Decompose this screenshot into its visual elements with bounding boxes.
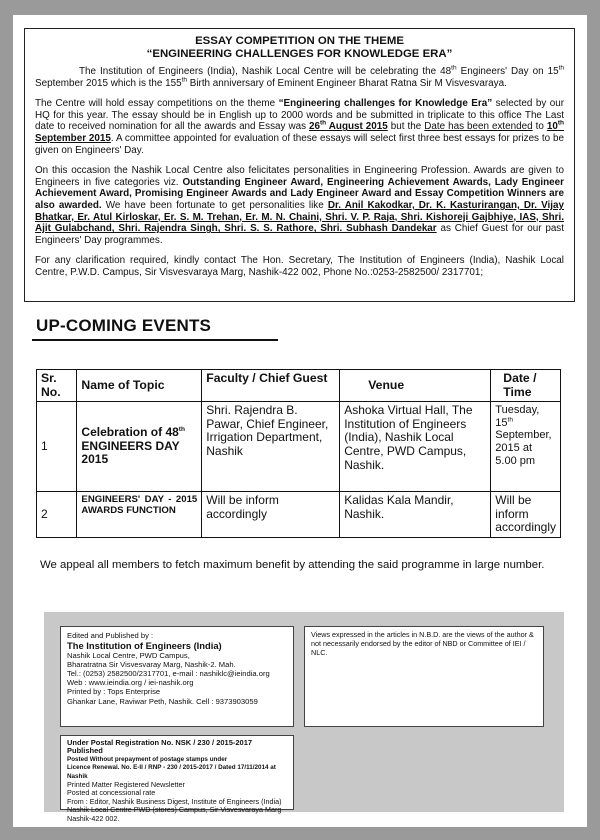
- row-sr: 1: [37, 402, 77, 492]
- printed-matter: Printed Matter Registered Newsletter: [67, 780, 185, 790]
- row-date: Tuesday, 15th September, 2015 at 5.00 pm: [491, 402, 561, 492]
- extended-deadline: 10th September 2015: [35, 120, 564, 144]
- edited-by-label: Edited and Published by :: [67, 631, 154, 640]
- members-appeal: We appeal all members to fetch maximum benefit by attending the said programme in large number.: [40, 559, 545, 571]
- essay-theme: “Engineering challenges for Knowledge Era”: [278, 98, 493, 110]
- publisher-web: Web : www.ieindia.org / iei-nashik.org: [67, 678, 194, 688]
- paragraph-engineers-day: The Institution of Engineers (India), Nashik Local Centre will be celebrating the 48th Engineers' Day on 15th September 2015 which is the 155th Birth anniversary of Eminent Engineer Bharat Ratna Sir M Visvesvaraya.: [35, 64, 564, 89]
- header-date: Date / Time: [491, 370, 561, 402]
- header-guest: Faculty / Chief Guest: [202, 370, 340, 402]
- disclaimer-box: [304, 626, 544, 727]
- row-topic: Celebration of 48th ENGINEERS DAY 2015: [77, 402, 202, 492]
- disclaimer-text: Views expressed in the articles in N.B.D. are the views of the author & not necessarily endorsed by the editor of NBD or Committee of IEI / NLC.: [311, 630, 534, 657]
- printed-by: Printed by : Tops Enterprise: [67, 687, 161, 697]
- row-venue: Kalidas Kala Mandir, Nashik.: [340, 492, 491, 538]
- row-sr: 2: [37, 492, 77, 538]
- paragraph-contact: For any clarification required, kindly contact The Hon. Secretary, The Institution of Engineers (India), Nashik Local Centre, P.W.D. Campus, Sir Visvesvaraya Marg, Nashik-422 002, Phone No.:0253-2582500/ 2317701;: [35, 255, 564, 278]
- row-date: Will be inform accordingly: [491, 492, 561, 538]
- row-venue: Ashoka Virtual Hall, The Institution of Engineers (India), Nashik Local Centre, PWD Campus, Nashik.: [340, 402, 491, 492]
- essay-heading: ESSAY COMPETITION ON THE THEME: [195, 35, 404, 47]
- licence-renewal: Licence Renewal. No. E-II / RNP - 230 / 2015-2017 / Dated 17/11/2014 at Nashik: [67, 764, 276, 780]
- essay-competition-box: [24, 28, 575, 302]
- postal-registration-box: [60, 735, 294, 823]
- printer-address: Ghankar Lane, Raviwar Peth, Nashik. Cell : 9373903059: [67, 696, 258, 706]
- row-topic: ENGINEERS' DAY - 2015 AWARDS FUNCTION: [77, 492, 202, 538]
- table-row: [37, 402, 561, 492]
- award-categories: Outstanding Engineer Award, Engineering Achievement Awards, Lady Engineer Achievement Award, Promising Engineer Awards and Lady Engineer Award and Essay Competition Winners are also awarded.: [35, 176, 564, 211]
- publisher-contact: Tel.: (0253) 2582500/2317701, e-mail : nashiklc@ieindia.org: [67, 669, 270, 679]
- past-chief-guests: Dr. Anil Kakodkar, Dr. K. Kasturirangan, Dr. Vijay Bhatkar, Er. Atul Kirloskar, Er. S. M. Trehan, Er. M. N. Chaini, Shri. V. P. Raja, Shri. Kishoreji Gajbhiye, IAS, Shri. Ajit Gulabchand, Shri. Rajendra Singh, Shri. S. S. Rathore, Shri. Subhash Dandekar: [35, 199, 564, 235]
- concessional-rate: Posted at concessional rate: [67, 788, 156, 798]
- footer-panel: [44, 612, 564, 823]
- essay-theme-heading: “ENGINEERING CHALLENGES FOR KNOWLEDGE ERA”: [146, 48, 453, 60]
- publisher-org: The Institution of Engineers (India): [67, 640, 222, 652]
- table-row: [37, 492, 561, 538]
- paragraph-essay-rules: The Centre will hold essay competitions on the theme “Engineering challenges for Knowledge Era” selected by our HQ for this year. The essay should be in English up to 2000 words and be submitted in triplicate to this office The Last date to received nomination for all the awards and Essay was 26th August 2015 but the Date has been extended to 10th September 2015. A committee appointed for evaluation of these essays will select first three best essays for prizes to be given on Engineers' Day.: [35, 98, 564, 156]
- row-guest: Will be inform accordingly: [202, 492, 340, 538]
- publisher-box: [60, 626, 294, 727]
- paragraph-awards: On this occasion the Nashik Local Centre also felicitates personalities in Engineering Profession. Awards are given to Engineers in five categories viz. Outstanding Engineer Award, Engineering Achievement Awards, Lady Engineer Achievement Award, Promising Engineer Awards and Lady Engineer Award and Essay Competition Winners are also awarded. We have been fortunate to get personalities like Dr. Anil Kakodkar, Dr. K. Kasturirangan, Dr. Vijay Bhatkar, Er. Atul Kirloskar, Er. S. M. Trehan, Er. M. N. Chaini, Shri. V. P. Raja, Shri. Kishoreji Gajbhiye, IAS, Shri. Ajit Gulabchand, Shri. Rajendra Singh, Shri. S. S. Rathore, Shri. Subhash Dandekar as Chief Guest for our past Engineers' Day programmes.: [35, 165, 564, 246]
- events-title-underline: [32, 339, 278, 341]
- publisher-address: Bharatratna Sir Visvesvaray Marg, Nashik-2. Mah.: [67, 660, 236, 670]
- header-venue: Venue: [340, 370, 491, 402]
- original-deadline: 26th August 2015: [309, 120, 388, 133]
- row-guest: Shri. Rajendra B. Pawar, Chief Engineer, Irrigation Department, Nashik: [202, 402, 340, 492]
- return-address: From : Editor, Nashik Business Digest, Institute of Engineers (India) Nashik Local Centre PWD (stores) Campus, Sir Visvesvaraya Marg Nashik-422 002.: [67, 796, 282, 823]
- header-sr-no: Sr. No.: [37, 370, 77, 402]
- posted-without-prepayment: Posted Without prepayment of postage stamps under: [67, 755, 228, 763]
- postal-registration: Under Postal Registration No. NSK / 230 / 2015-2017 Published: [67, 738, 253, 756]
- publisher-centre: Nashik Local Centre, PWD Campus,: [67, 651, 190, 661]
- events-table: [36, 369, 561, 538]
- events-title: UP-COMING EVENTS: [36, 316, 212, 335]
- table-header-row: [37, 370, 561, 402]
- header-topic: Name of Topic: [77, 370, 202, 402]
